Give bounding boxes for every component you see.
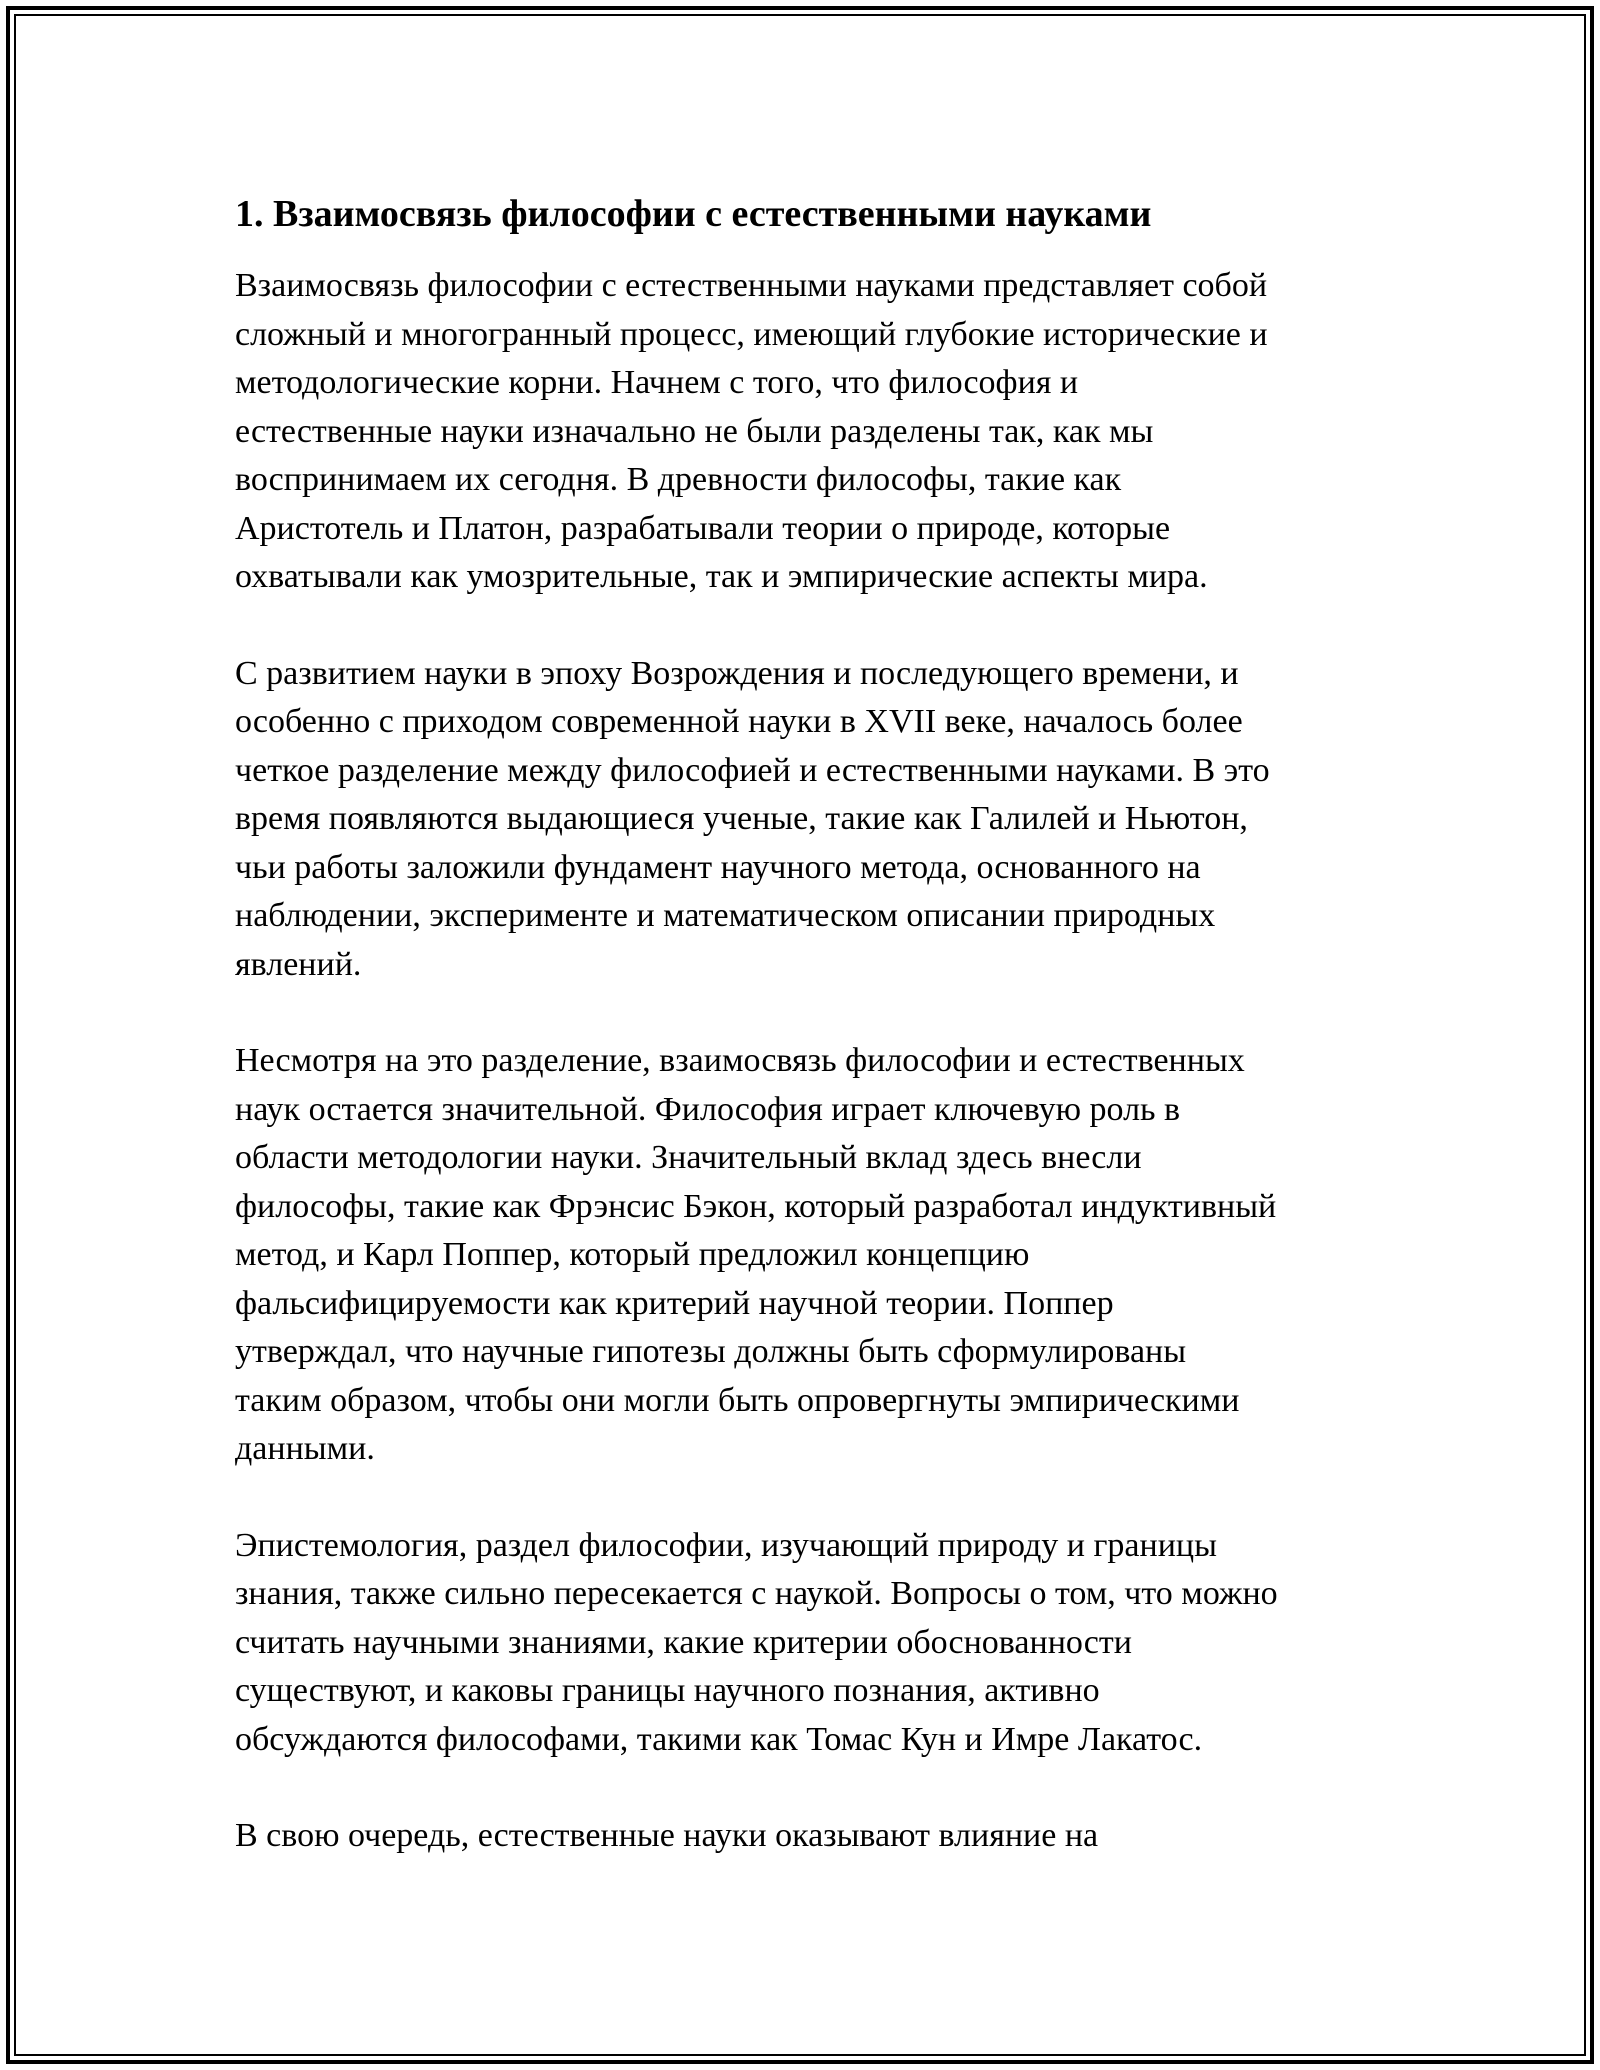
- text-line: особенно с приходом современной науки в XVII веке, началось более: [235, 703, 1243, 740]
- text-line: методологические корни. Начнем с того, что философия и: [235, 364, 1079, 401]
- text-line: Несмотря на это разделение, взаимосвязь философии и естественных: [235, 1042, 1245, 1079]
- text-line: метод, и Карл Поппер, который предложил концепцию: [235, 1236, 1030, 1273]
- text-line: фальсифицируемости как критерий научной теории. Поппер: [235, 1284, 1114, 1322]
- paragraph-2: [235, 650, 1370, 990]
- text-line: считать научными знаниями, какие критерии обоснованности: [235, 1623, 1132, 1661]
- text-line: утверждал, что научные гипотезы должны быть сформулированы: [235, 1333, 1187, 1370]
- text-line: наук остается значительной. Философия играет ключевую роль в: [235, 1090, 1181, 1128]
- paragraph-4: [235, 1522, 1370, 1765]
- text-line: области методологии науки. Значительный вклад здесь внесли: [235, 1139, 1142, 1176]
- text-line: естественные науки изначально не были разделены так, как мы: [235, 412, 1154, 450]
- text-line: С развитием науки в эпоху Возрождения и последующего времени, и: [235, 654, 1239, 692]
- text-line: философы, такие как Фрэнсис Бэкон, который разработал индуктивный: [235, 1187, 1277, 1225]
- text-line: воспринимаем их сегодня. В древности философы, такие как: [235, 461, 1122, 498]
- text-line: охватывали как умозрительные, так и эмпирические аспекты мира.: [235, 558, 1208, 595]
- text-line: Аристотель и Платон, разрабатывали теории о природе, которые: [235, 509, 1171, 547]
- text-line: данными.: [235, 1430, 375, 1467]
- document-body: [235, 186, 1370, 1909]
- text-line: сложный и многогранный процесс, имеющий глубокие исторические и: [235, 315, 1268, 353]
- text-line: время появляются выдающиеся ученые, такие как Галилей и Ньютон,: [235, 800, 1248, 837]
- section-heading: 1. Взаимосвязь философии с естественными науками: [235, 193, 1152, 235]
- text-line: наблюдении, эксперименте и математическом описании природных: [235, 897, 1216, 934]
- text-line: обсуждаются философами, такими как Томас Кун и Имре Лакатос.: [235, 1720, 1203, 1758]
- text-line: таким образом, чтобы они могли быть опровергнуты эмпирическими: [235, 1381, 1240, 1419]
- paragraph-3: [235, 1037, 1370, 1474]
- text-line: Взаимосвязь философии с естественными науками представляет собой: [235, 267, 1268, 304]
- text-line: чьи работы заложили фундамент научного метода, основанного на: [235, 848, 1201, 886]
- text-line: знания, также сильно пересекается с наукой. Вопросы о том, что можно: [235, 1575, 1278, 1612]
- paragraph-5: [235, 1812, 1370, 1861]
- text-line: существуют, и каковы границы научного познания, активно: [235, 1672, 1100, 1709]
- text-line: четкое разделение между философией и естественными науками. В это: [235, 751, 1270, 789]
- text-line: В свою очередь, естественные науки оказывают влияние на: [235, 1817, 1099, 1854]
- text-line: Эпистемология, раздел философии, изучающий природу и границы: [235, 1526, 1217, 1564]
- paragraph-1: [235, 262, 1370, 602]
- text-line: явлений.: [235, 945, 362, 983]
